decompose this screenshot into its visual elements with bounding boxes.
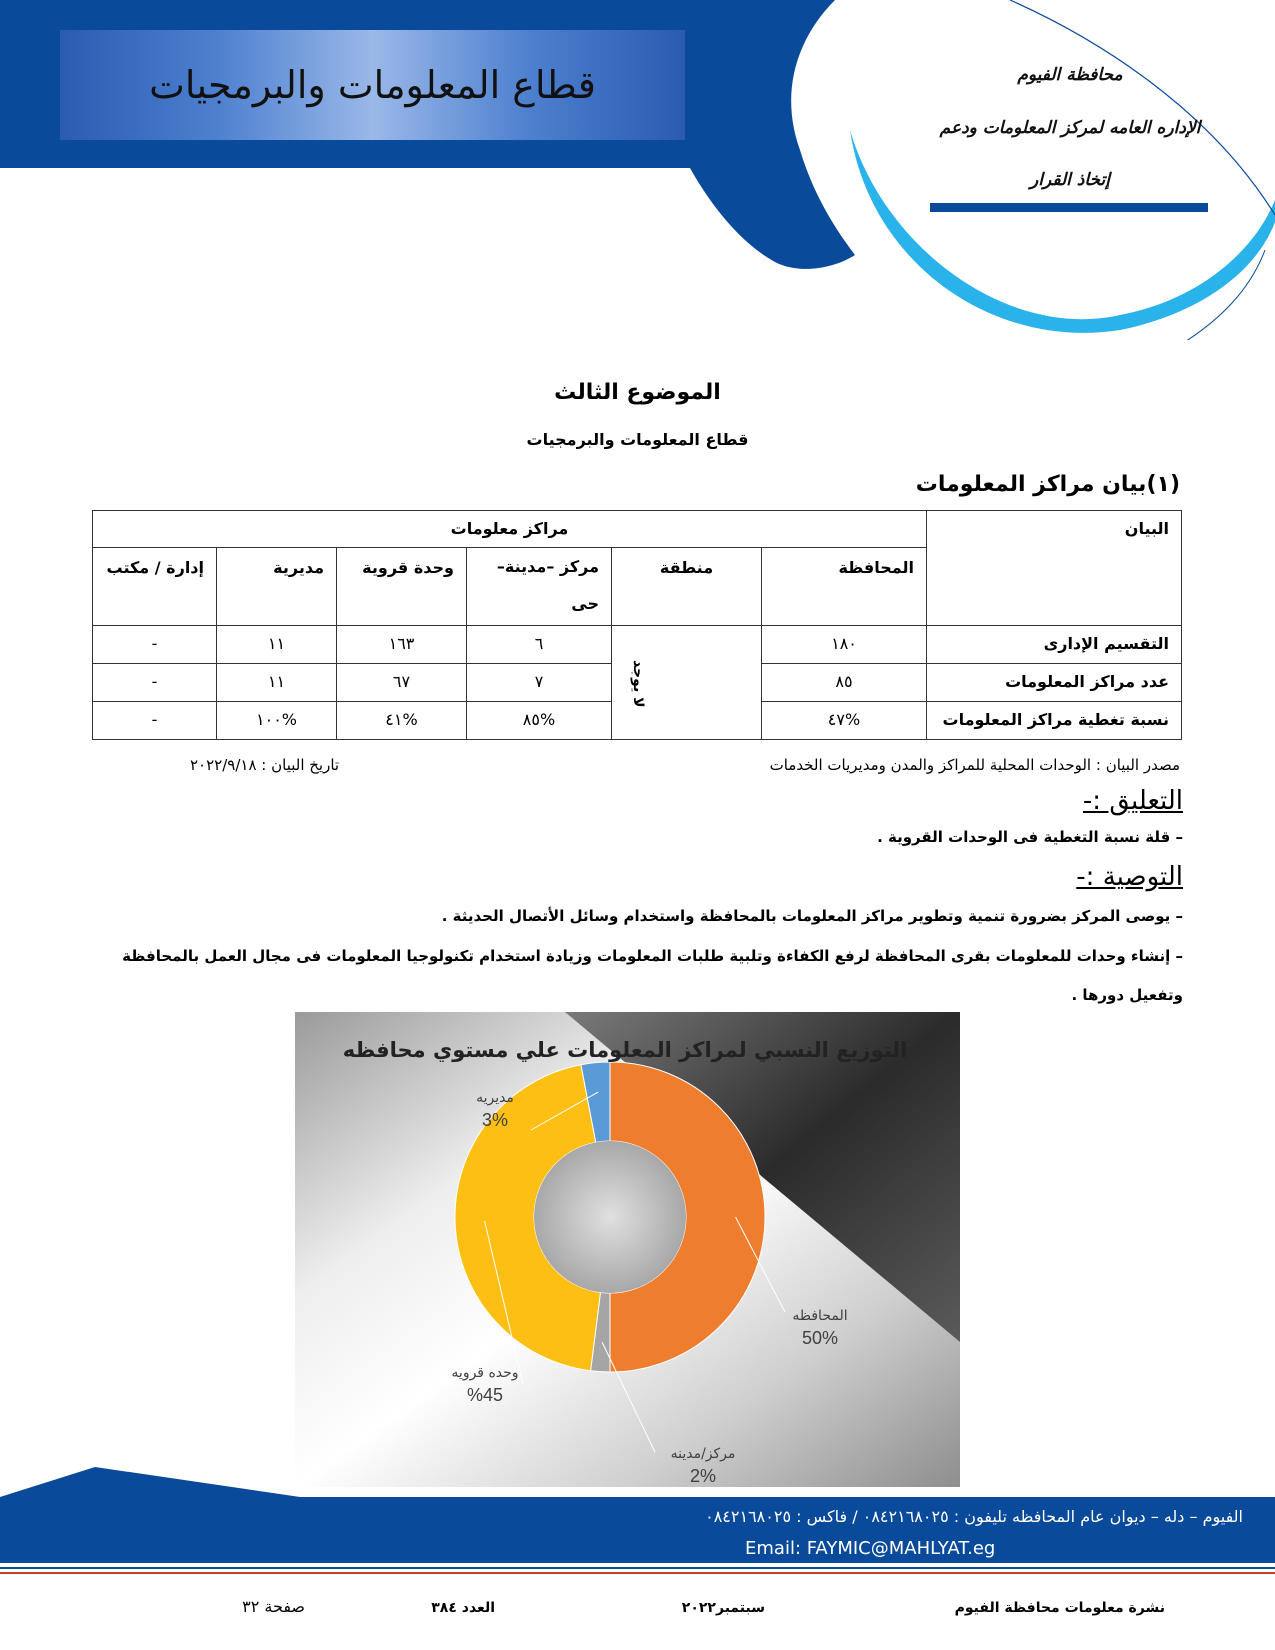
col-header-office: إدارة / مكتب	[93, 548, 217, 626]
row-label: نسبة تغطية مراكز المعلومات	[927, 702, 1182, 740]
section-title: (١)بيان مراكز المعلومات	[915, 472, 1180, 497]
cell: ٧	[467, 664, 612, 702]
cell: %١٠٠	[217, 702, 337, 740]
col-header-region: منطقة	[612, 548, 762, 626]
cell: %٤١	[337, 702, 467, 740]
issue-number: العدد ٣٨٤	[431, 1600, 495, 1616]
col-header-governorate: المحافظة	[762, 548, 927, 626]
comment-item: – قلة نسبة التغطية فى الوحدات القروية .	[877, 828, 1183, 846]
center-name-line2: إتخاذ القرار	[1030, 170, 1110, 190]
col-header-center-city: مركز –مدينة–حى	[467, 548, 612, 626]
cell: -	[93, 664, 217, 702]
cell: -	[93, 626, 217, 664]
recommendation-item: – إنشاء وحدات للمعلومات بقرى المحافظة لرفع الكفاءة وتلبية طلبات المعلومات وزيادة استخدام تكنولوجيا المعلومات فى مجال العمل بالمحافظة	[122, 947, 1183, 965]
cell: %٨٥	[467, 702, 612, 740]
cell: ٦	[467, 626, 612, 664]
slice-value-label: 3%	[481, 1110, 509, 1130]
region-cell	[612, 626, 762, 740]
slice-value-label: %45	[466, 1385, 504, 1405]
issue-month: سبتمبر٢٠٢٢	[681, 1600, 765, 1616]
table-row	[93, 626, 1182, 664]
slice-value-label: 50%	[801, 1328, 839, 1348]
information-centers-table	[92, 510, 1182, 740]
slice-category-label: وحده قرويه	[451, 1365, 519, 1381]
subject-title: الموضوع الثالث	[554, 380, 721, 405]
cell: ١١	[217, 664, 337, 702]
row-label: عدد مراكز المعلومات	[927, 664, 1182, 702]
center-name-line1: الإداره العامه لمركز المعلومات ودعم	[939, 118, 1201, 138]
col-header-village-unit: وحدة قروية	[337, 548, 467, 626]
footer-background	[0, 1455, 1275, 1650]
cell: ١٦٣	[337, 626, 467, 664]
cell: ١٨٠	[762, 626, 927, 664]
statement-header: البيان	[927, 511, 1182, 626]
bulletin-name: نشرة معلومات محافظة الفيوم	[954, 1600, 1165, 1616]
recommendation-item: – يوصى المركز بضرورة تنمية وتطوير مراكز المعلومات بالمحافظة واستخدام وسائل الأتصال الحديثة .	[441, 907, 1183, 925]
cell: %٤٧	[762, 702, 927, 740]
data-source: مصدر البيان : الوحدات المحلية للمراكز والمدن ومديريات الخدمات	[769, 756, 1180, 774]
subject-subtitle: قطاع المعلومات والبرمجيات	[526, 430, 749, 449]
cell: ١١	[217, 626, 337, 664]
header-banner	[60, 30, 685, 140]
cell: ٦٧	[337, 664, 467, 702]
slice-category-label: مركز/مدينه	[670, 1446, 736, 1462]
comment-heading: التعليق :-	[1082, 786, 1183, 816]
col-header-directorate: مديرية	[217, 548, 337, 626]
banner-title: قطاع المعلومات والبرمجيات	[149, 63, 596, 107]
chart-svg	[295, 1012, 960, 1487]
cell: ٨٥	[762, 664, 927, 702]
chart-title: التوزيع النسبي لمراكز المعلومات علي مستوي محافظه	[342, 1038, 908, 1062]
region-note: لا يوجد	[630, 660, 646, 708]
slice-value-label: 2%	[689, 1466, 717, 1486]
slice-category-label: المحافظه	[792, 1308, 848, 1324]
page-number: صفحة ٣٢	[242, 1597, 305, 1616]
group-header: مراكز معلومات	[93, 511, 927, 548]
row-label: التقسيم الإدارى	[927, 626, 1182, 664]
data-date: تاريخ البيان : ٢٠٢٢/٩/١٨	[190, 756, 340, 774]
footer-email: Email: FAYMIC@MAHLYAT.eg	[745, 1538, 996, 1559]
recommendation-heading: التوصية :-	[1076, 862, 1183, 892]
cell: -	[93, 702, 217, 740]
slice-category-label: مديريه	[476, 1090, 514, 1106]
footer-address: الفيوم – دله – ديوان عام المحافظه تليفون : ٠٨٤٢١٦٨٠٢٥ / فاكس : ٠٨٤٢١٦٨٠٢٥	[705, 1507, 1243, 1526]
pie-chart	[295, 1012, 960, 1487]
governorate-name: محافظة الفيوم	[1017, 65, 1123, 85]
recommendation-item-continued: وتفعيل دورها .	[1071, 986, 1183, 1004]
donut-hole	[534, 1141, 686, 1293]
